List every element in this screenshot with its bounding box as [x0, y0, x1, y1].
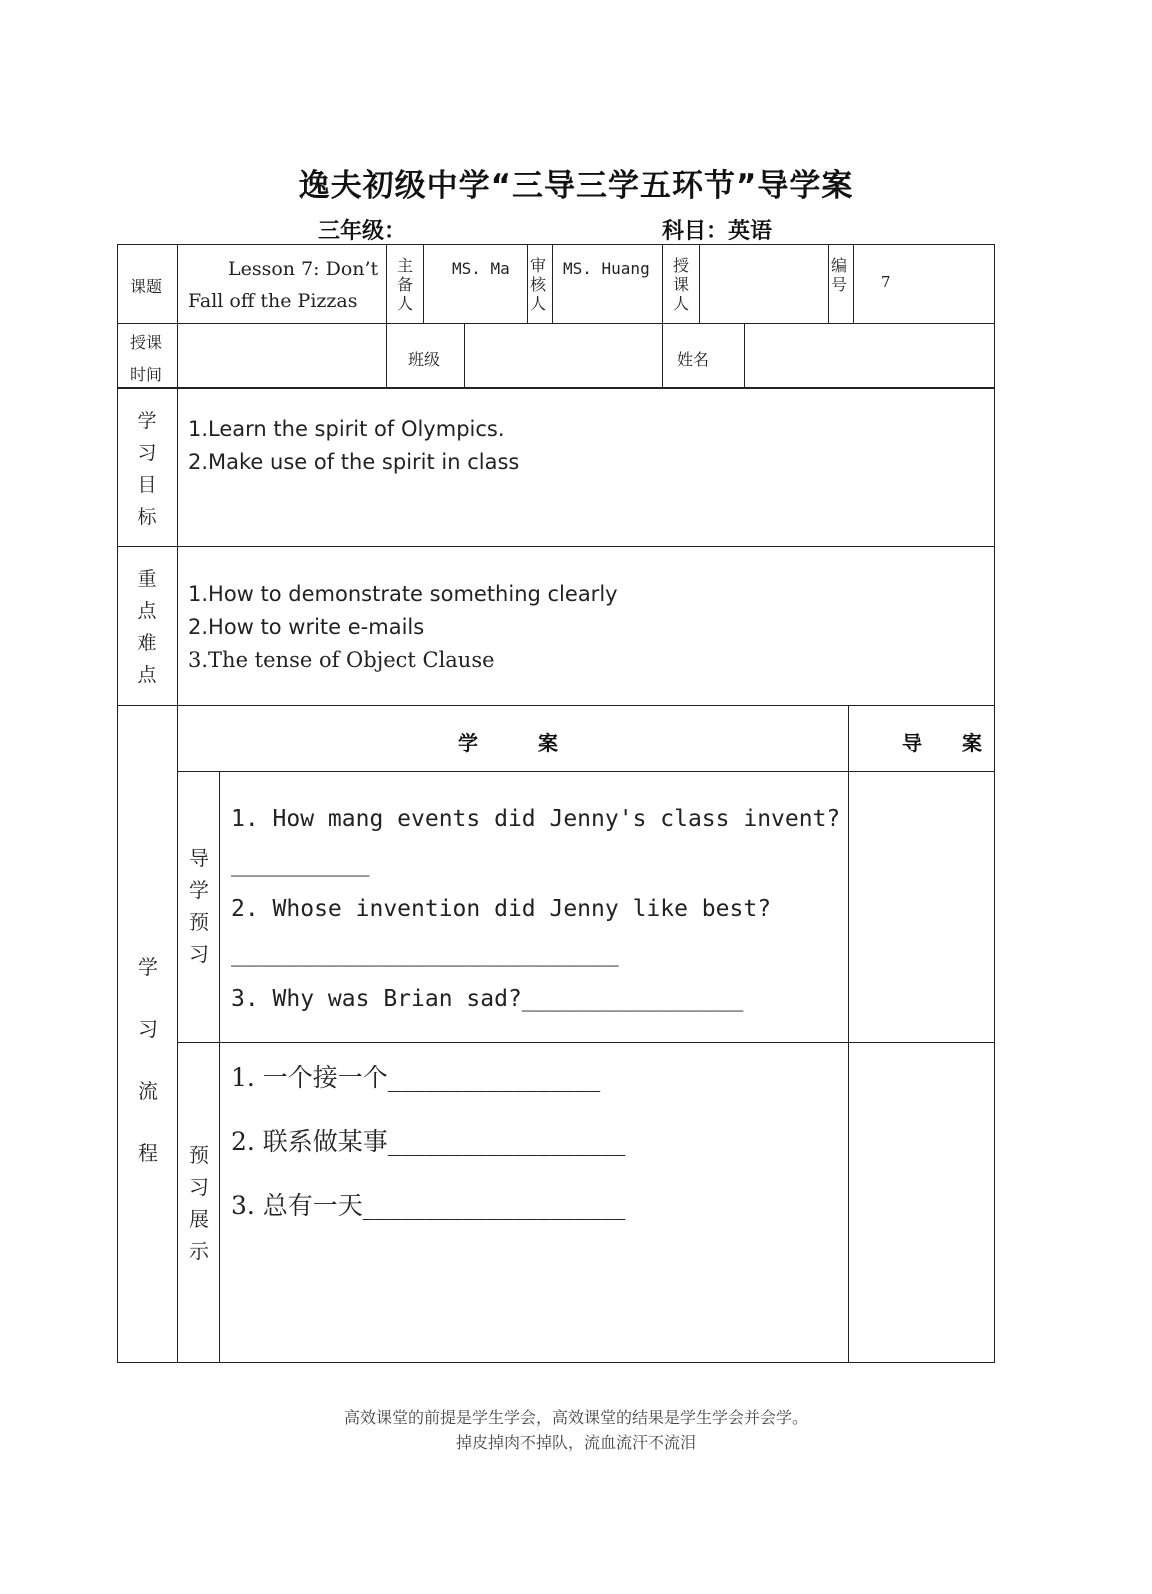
grade-label: 三年级：	[318, 219, 407, 244]
key-point-item: 3.The tense of Object Clause	[188, 648, 495, 672]
topic-line-2: Fall off the Pizzas	[188, 290, 358, 312]
show-label: 预 习 展 示	[189, 1143, 209, 1263]
number-label: 编 号	[830, 256, 847, 294]
key-points-label: 重 点 难 点	[137, 568, 157, 686]
time-label-1: 授课	[130, 333, 163, 352]
process-label: 学 习 流 程	[138, 955, 158, 1165]
goals-label: 学 习 目 标	[137, 410, 157, 528]
answer-blank: __________	[231, 851, 370, 877]
preview-question-3: 3. Why was Brian sad?________________	[231, 986, 744, 1012]
goals-list	[188, 413, 519, 479]
teacher-label: 授 课 人	[672, 256, 689, 313]
key-points-list	[188, 578, 618, 677]
topic-line-1: Lesson 7: Don’t	[228, 258, 379, 280]
class-label: 班级	[408, 350, 441, 369]
show-item-2: 2. 联系做某事___________________	[231, 1127, 626, 1156]
preview-question-1: 1. How mang events did Jenny's class invent?	[231, 806, 841, 832]
preparer-label: 主 备 人	[396, 256, 413, 313]
preparer-name: MS. Ma	[452, 259, 510, 278]
page-title: 逸夫初级中学“三导三学五环节”导学案	[298, 168, 854, 204]
reviewer-label: 审 核 人	[529, 256, 546, 313]
subject-label: 科目：英语	[662, 219, 773, 244]
preview-label: 导 学 预 习	[189, 846, 209, 966]
guide-plan-header: 导 案	[902, 731, 982, 755]
reviewer-name: MS. Huang	[563, 259, 650, 278]
goal-item: 2.Make use of the spirit in class	[188, 450, 520, 474]
study-plan-header: 学 案	[458, 731, 558, 755]
time-label-2: 时间	[130, 365, 163, 384]
key-point-item: 1.How to demonstrate something clearly	[188, 582, 618, 606]
lesson-number: 7	[881, 273, 891, 291]
show-item-1: 1. 一个接一个_________________	[231, 1063, 601, 1092]
goal-item: 1.Learn the spirit of Olympics.	[188, 417, 505, 441]
preview-question-2: 2. Whose invention did Jenny like best?	[231, 896, 772, 922]
key-point-item: 2.How to write e-mails	[188, 615, 425, 639]
footer-motto-2: 掉皮掉肉不掉队，流血流汗不流泪	[455, 1433, 696, 1452]
answer-blank: ____________________________	[231, 941, 619, 967]
topic-label: 课题	[130, 277, 163, 296]
name-label: 姓名	[677, 350, 710, 369]
footer-motto-1: 高效课堂的前提是学生学会，高效课堂的结果是学生学会并会学。	[343, 1408, 808, 1427]
show-item-3: 3. 总有一天_____________________	[231, 1191, 626, 1220]
